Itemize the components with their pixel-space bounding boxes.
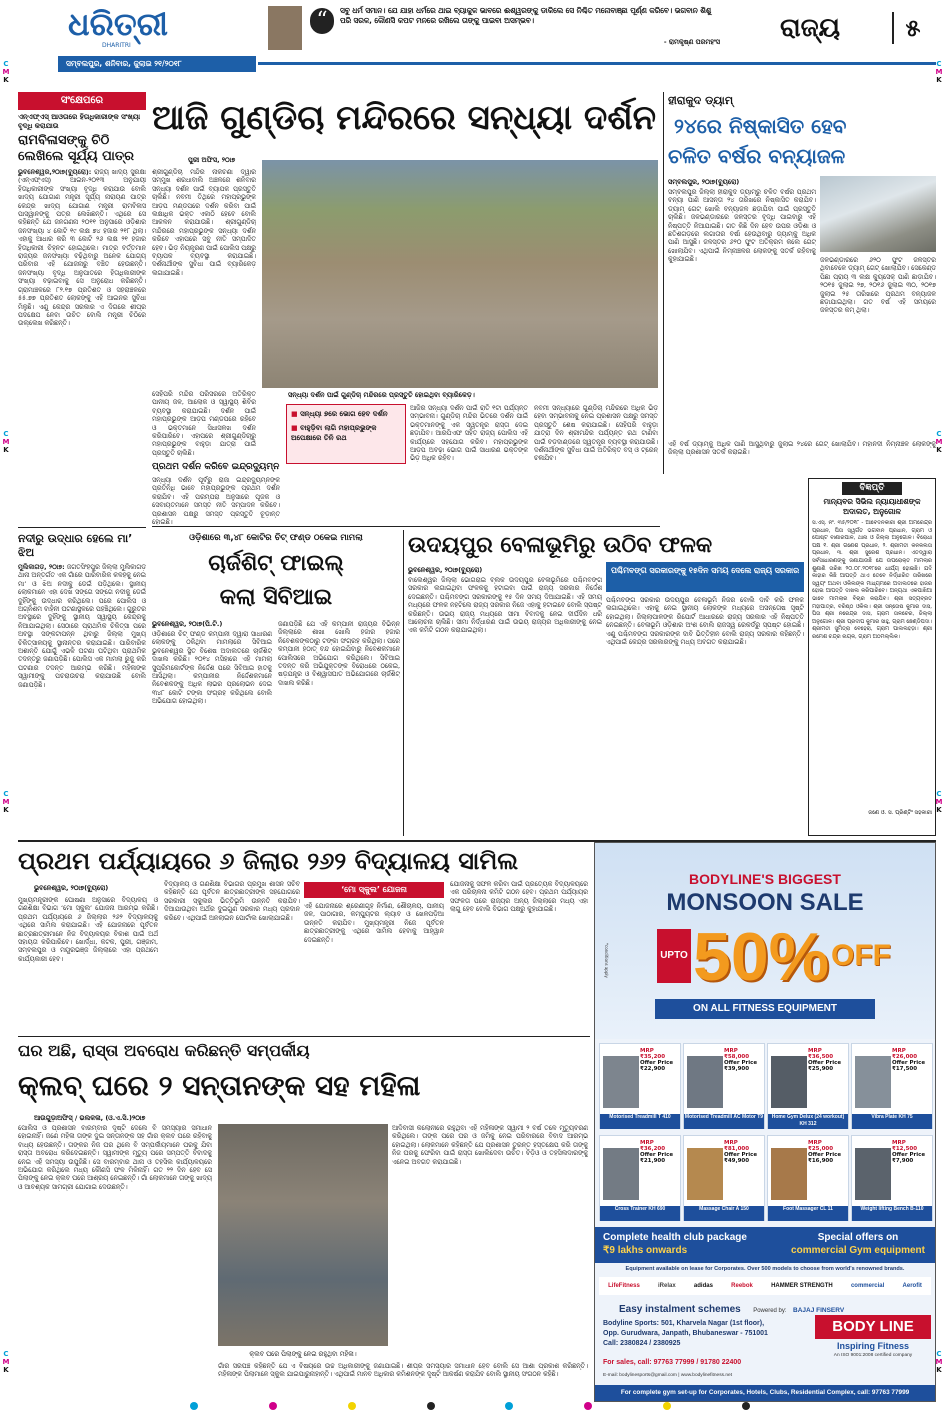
treadmill-image bbox=[603, 1056, 639, 1108]
foot-massager-image bbox=[771, 1148, 807, 1200]
ad-upto: UPTO bbox=[657, 929, 691, 983]
ad-sales-line: For sales, call: 97763 77999 / 91780 22400 bbox=[603, 1359, 742, 1366]
lead-col-2b: ସନ୍ଧ୍ୟା ଦର୍ଶନ ପୂର୍ବରୁ ରାଜା ଇନ୍ଦ୍ରଦ୍ୟୁମ୍ନଙ୍କ ପ୍ରତିନିଧି ଭାବେ ମହାପ୍ରଭୁଙ୍କ ପ୍ରଥମ ଦର୍ଶନ କରାଯିବ। ଏହି ପରମ୍ପରା ଅନୁସାରେ ପୂଜକ ଓ ସେବାୟତମାନେ ସମସ୍ତ ନୀତି ସମ୍ପାଦନ କରିବେ। ପ୍ରଶାସନ ପକ୍ଷରୁ ସମସ୍ତ ପ୍ରସ୍ତୁତି ଚୂଡ଼ାନ୍ତ ହୋଇଛି। bbox=[152, 476, 280, 526]
package-right-line-2: commercial Gym equipment bbox=[791, 1245, 925, 1256]
school-headline: ପ୍ରଥମ ପର୍ଯ୍ୟାୟରେ ୬ ଜିଲାର ୨୬୨ ବିଦ୍ୟାଳୟ ସାମିଲ bbox=[18, 847, 519, 875]
ad-equip-line: Equipment available on lease for Corporates. Over 500 models to choose from world's renowned brands. bbox=[625, 1266, 905, 1272]
margin-mark-left-4: C M K bbox=[2, 1350, 10, 1374]
school-col-2: ବିଦ୍ୟାଳୟ ଓ ଗଣଶିକ୍ଷା ବିଭାଗର ପ୍ରମୁଖ ଶାସନ ସଚିବ କହିଛନ୍ତି ଯେ ପୂର୍ବତନ ଛାତ୍ରଛାତ୍ରୀଙ୍କ ସହଯୋଗରେ ସରକାରୀ ସ୍କୁଲର ଭିତ୍ତିଭୂମି ଉନ୍ନତି କରାଯିବ। ଦିଆଯାଉଥିବା ଅର୍ଥର ଦୁଇଗୁଣ ସରକାର ମଧ୍ୟ ପ୍ରଦାନ କରିବେ। ଏଥିପାଇଁ ଅନଲାଇନ ପୋର୍ଟାଲ ଖୋଲାଯାଇଛି। bbox=[164, 880, 300, 922]
ad-easy-line bbox=[599, 1299, 931, 1315]
product-offer: Offer Price ₹7,900 bbox=[892, 1152, 926, 1164]
ad-tagline: ON ALL FITNESS EQUIPMENT bbox=[655, 999, 875, 1019]
lead-inline-headline: ପ୍ରଥମ ଦର୍ଶନ କରିବେ ଇନ୍ଦ୍ରଦ୍ୟୁମ୍ନ bbox=[152, 462, 280, 472]
product-mrp: MRP ₹25,000 bbox=[808, 1140, 834, 1152]
notice-box bbox=[808, 478, 936, 836]
margin-mark-right-4: C M K bbox=[935, 1350, 943, 1374]
logo bbox=[68, 5, 168, 54]
register-dot bbox=[742, 1402, 750, 1410]
brief-body: ଭୁବନେଶ୍ୱର,୨୦ା୭(ବ୍ୟୁରୋ): ରାଜ୍ୟ ଖାଦ୍ୟ ସୁରକ୍ଷା (ଏନ୍‌ଏଫ୍‌ଏସ୍) ଆଇନ-୨୦୧୩ ଅନୁଯାୟୀ ହିତାଧିକାରୀଙ୍କ ସଂଖ୍ୟା ବୃଦ୍ଧି କରାଯାଉ ବୋଲି ଖାଦ୍ୟ ଯୋଗାଣ ମନ୍ତ୍ରୀ ସୂର୍ଯ୍ୟ ନାରାୟଣ ପାତ୍ର କେନ୍ଦ୍ର ଖାଦ୍ୟ ଯୋଗାଣ ମନ୍ତ୍ରୀ ରାମବିଳାସ ପାସ୍‌ୱାନଙ୍କୁ ପତ୍ର ଲେଖିଛନ୍ତି। ଏଥିରେ ସେ କହିଛନ୍ତି ଯେ ଜନଗଣନା ୨୦୧୧ ଅନୁସାରେ ଓଡ଼ିଶାର ଜନସଂଖ୍ୟା ୪ କୋଟି ୧୯ ଲକ୍ଷ ୭୪ ହଜାର ୨୧୮ ଥିଲା। ଏହାକୁ ଆଧାର କରି ୩ କୋଟି ୨୬ ଲକ୍ଷ ୨୧ ହଜାର ହିତାଧିକାରୀ ଚିହ୍ନଟ ହୋଇଥିଲେ। ମାତ୍ର ବର୍ତ୍ତମାନ ରାଜ୍ୟର ଜନସଂଖ୍ୟା ବଢ଼ିଥିବାରୁ ଅନେକ ଯୋଗ୍ୟ ପରିବାର ଏହି ଯୋଜନାରୁ ବଞ୍ଚିତ ହେଉଛନ୍ତି। ଜନସଂଖ୍ୟା ବୃଦ୍ଧି ଅନୁପାତରେ ହିତାଧିକାରୀଙ୍କ ସଂଖ୍ୟା ବଢ଼ାଇବାକୁ ସେ ଅନୁରୋଧ କରିଛନ୍ତି। ଗ୍ରାମାଞ୍ଚଳରେ ୮୨.୧୭ ପ୍ରତିଶତ ଓ ସହରାଞ୍ଚଳରେ ୫୫.୭୭ ପ୍ରତିଶତ ଲୋକଙ୍କୁ ଏହି ଆଇନର ସୁବିଧା ମିଳୁଛି। ଏଣୁ କେନ୍ଦ୍ର ସରକାର ଏ ଦିଗରେ ଶୀଘ୍ର ପଦକ୍ଷେପ ନେବା ଉଚିତ ବୋଲି ମନ୍ତ୍ରୀ ଚିଠିରେ ଉଲ୍ଲେଖ କରିଛନ୍ତି। bbox=[18, 168, 146, 328]
date-line: ସମ୍ବଲପୁର, ଶନିବାର, ଜୁଲାଇ ୨୧/୨୦୧୮ bbox=[66, 59, 182, 68]
notice-body: ସି.ଏସ୍. ନଂ. ୩୫/୨୦୧୮ - ଆବେଦନକାରୀ ଶ୍ରୀ ଅମରେନ୍ଦ୍ର ପ୍ରଧାନ, ପିତା ସ୍ୱର୍ଗତ ଭଗବାନ ପ୍ରଧାନ, ଗ୍ରାମ ଓ ପୋଷ୍ଟ ବାଣାରପାଳ, ଥାନା ଓ ଜିଲ୍ଲା ଅନୁଗୋଳ। ବିରୋଧୀ ପକ୍ଷ ୧. ଶ୍ରୀ ଗଣେଶ ପ୍ରଧାନ, ୨. ଶ୍ରୀମତୀ କନକଲତା ପ୍ରଧାନ, ୩. ଶ୍ରୀ ସୁରେଶ ପ୍ରଧାନ। ଏତଦ୍ୱାରା ସର୍ବସାଧାରଣଙ୍କୁ ଜଣାଯାଉଛି ଯେ ଉପରୋକ୍ତ ମାମଲାର ଶୁଣାଣି ତାରିଖ ୨୦.୦୮.୨୦୧୮ରେ ଧାର୍ଯ୍ୟ ହୋଇଛି। ଯଦି କାହାର କିଛି ଆପତ୍ତି ଥାଏ ତେବେ ନିର୍ଦ୍ଧାରିତ ତାରିଖରେ ସ୍ୱୟଂ ଅଥବା ଓକିଲଙ୍କ ମାଧ୍ୟମରେ ଅଦାଲତରେ ହାଜର ହୋଇ ଆପତ୍ତି ଦାଖଲ କରିପାରିବେ। ଅନ୍ୟଥା ଏକପାଖିଆ ଭାବେ ମାମଲାର ବିଚାର କରାଯିବ। ଶ୍ରୀ ସତ୍ୟବ୍ରତ ମହାପାତ୍ର, ବରିଷ୍ଠ ଓକିଲ। ଶ୍ରୀ ସନ୍ତୋଷ କୁମାର ଦାସ, ପିତା ଶ୍ରୀ ନରେନ୍ଦ୍ର ଦାସ, ଗ୍ରାମ ତାଳଚେର, ଜିଲ୍ଲା ଅନୁଗୋଳ। ଶ୍ରୀ ପ୍ରଦୀପ କୁମାର ସାହୁ, ଗ୍ରାମ ଛେଣ୍ଡିପଦା। ଶ୍ରୀମତୀ ସୁମିତ୍ରା ବେହେରା, ଗ୍ରାମ ପାଲଲହଡ଼ା। ଶ୍ରୀ ରମେଶ ଚନ୍ଦ୍ର ନାୟକ, ଗ୍ରାମ ଅଠମଲ୍ଲିକ। bbox=[812, 520, 932, 640]
chit-right-rule bbox=[403, 530, 404, 836]
ad-powered: Powered by: bbox=[753, 1308, 787, 1314]
ad-conditions: *conditions apply bbox=[604, 943, 609, 978]
ad-bajaj: BAJAJ FINSERV bbox=[793, 1307, 845, 1314]
school-col-3: ଏହି ଯୋଜନାରେ ଶ୍ରେଣୀଗୃହ ନିର୍ମାଣ, ଶୌଚାଳୟ, ପାନୀୟ ଜଳ, ପାଠାଗାର, କମ୍ପ୍ୟୁଟର ଲ୍ୟାବ ଓ ଖେଳପଡ଼ିଆ ଉନ୍ନତି କରାଯିବ। ମୁଖ୍ୟମନ୍ତ୍ରୀ ନିଜେ ପୂର୍ବତନ ଛାତ୍ରଛାତ୍ରୀଙ୍କୁ ଏଥିରେ ସାମିଲ ହେବାକୁ ଆହ୍ୱାନ ଦେଇଛନ୍ତି। bbox=[304, 902, 444, 944]
package-left-line-2: ₹9 lakhs onwards bbox=[603, 1245, 688, 1256]
bodyline-logo bbox=[815, 1315, 931, 1369]
ad-address-1: Bodyline Sports: 501, Kharvela Nagar (1st floor), bbox=[603, 1320, 765, 1327]
chit-headline-1: ଚାର୍ଜଶିଟ୍ ଫାଇଲ୍ bbox=[208, 551, 344, 576]
brief-headline: ରାମବିଳାସଙ୍କୁ ଚିଠି ଲେଖିଲେ ସୂର୍ଯ୍ୟ ପାତ୍ର bbox=[18, 133, 134, 164]
quote-text: ସବୁ ଧର୍ମ ସମାନ। ଯେ ଯାହା ଧର୍ମରେ ଥାଇ ବ୍ୟାକୁଳ ଭାବରେ ଈଶ୍ୱରଙ୍କୁ ଡାକିଲେ ସେ ନିଶ୍ଚିତ ମନୋବାଞ୍ଛା ପୂର୍ଣ୍ଣ କରିବେ। ଭଗବାନ ଶିଶୁ ପରି ସରଳ, କୌଣସି କପଟ ମନରେ ରଖିଲେ ତାଙ୍କୁ ପାଇବା ଅସମ୍ଭବ। bbox=[340, 6, 712, 25]
school-col-4: ଯୋଜନାକୁ ସଫଳ କରିବା ପାଇଁ ପ୍ରତ୍ୟେକ ବିଦ୍ୟାଳୟରେ ଏକ ପରିଚାଳନା କମିଟି ଗଠନ ହେବ। ପ୍ରଥମ ପର୍ଯ୍ୟାୟର ସଫଳତା ପରେ ରାଜ୍ୟର ଅନ୍ୟ ଜିଲ୍ଲାରେ ମଧ୍ୟ ଏହା ଲାଗୁ ହେବ ବୋଲି ବିଭାଗ ପକ୍ଷରୁ କୁହାଯାଇଛି। bbox=[450, 880, 588, 914]
ad-address bbox=[603, 1319, 803, 1349]
brief-story-2-body: ମୁଲିକାଗଡ଼, ୨୦ା୭: ଜଗତସିଂହପୁର ଜିଲ୍ଲା ମୁଲିକାଗଡ଼ ଥାନା ଅନ୍ତର୍ଗତ ଏକ ଗାଁରେ ପାରିବାରିକ କଳହକୁ ନେଇ ମା’ ଓ ଝିଅ ନଦୀକୁ ଡେଇଁ ପଡ଼ିଥିଲେ। ସ୍ଥାନୀୟ ଲୋକମାନେ ଏହା ଦେଖି ସଙ୍ଗେ ସଙ୍ଗେ ନଦୀକୁ ଡେଇଁ ଦୁହିଁଙ୍କୁ ଉଦ୍ଧାର କରିଥିଲେ। ପରେ ପୋଲିସ ଓ ଅଗ୍ନିଶମ ବାହିନୀ ଘଟଣାସ୍ଥଳରେ ପହଞ୍ଚିଥିଲେ। ଗୁରୁତର ଅବସ୍ଥାରେ ଦୁହିଁଙ୍କୁ ସ୍ଥାନୀୟ ସ୍ୱାସ୍ଥ୍ୟ କେନ୍ଦ୍ରକୁ ନିଆଯାଇଥିଲା। ସେଠାରେ ପ୍ରାଥମିକ ଚିକିତ୍ସା ପରେ ଅବସ୍ଥା ସଙ୍କଟାପନ୍ନ ଥିବାରୁ ଜିଲ୍ଲା ମୁଖ୍ୟ ଚିକିତ୍ସାଳୟକୁ ସ୍ଥାନାନ୍ତର କରାଯାଇଛି। ପାରିବାରିକ ଅଶାନ୍ତି ଯୋଗୁଁ ଏଭଳି ଘଟଣା ଘଟିଥିବା ପ୍ରାଥମିକ ତଦନ୍ତରୁ ଜଣାପଡ଼ିଛି। ପୋଲିସ ଏକ ମାମଲା ରୁଜୁ କରି ଘଟଣାର ତଦନ୍ତ ଆରମ୍ଭ କରିଛି। ମହିଳାଙ୍କ ସ୍ୱାମୀଙ୍କୁ ପଚରାଉଚରା କରାଯାଉଛି ବୋଲି ଜଣାପଡ଼ିଛି। bbox=[18, 563, 146, 689]
lead-bottom-rule bbox=[152, 526, 660, 527]
quote-author: - ରାମକୃଷ୍ଣ ପରମହଂସ bbox=[663, 38, 720, 46]
ad-brands-row bbox=[599, 1277, 931, 1295]
school-bottom-rule bbox=[18, 1036, 590, 1037]
brand-logo: LifeFitness bbox=[608, 1283, 640, 1289]
dam-left-rule bbox=[663, 92, 664, 474]
masthead-rule bbox=[258, 62, 936, 65]
lead-col-1: ଶ୍ରୀଗୁଣ୍ଡିଚା ମନ୍ଦିର ନାକଚଣା ଦ୍ୱାର ସମ୍ମୁଖ ଶରଧାବାଲି ଅଞ୍ଚଳରେ ଶନିବାର ସନ୍ଧ୍ୟା ଦର୍ଶନ ପାଇଁ ବ୍ୟାପକ ପ୍ରସ୍ତୁତି ଚାଲିଛି। ନବମୀ ତିଥିରେ ମହାପ୍ରଭୁଙ୍କ ଆଡ଼ପ ମଣ୍ଡପରେ ଦର୍ଶନ କରିବା ପାଇଁ ଲକ୍ଷାଧିକ ଭକ୍ତ ଏକାଠି ହେବେ ବୋଲି ଆକଳନ କରାଯାଉଛି। ଶ୍ରୀଗୁଣ୍ଡିଚା ମନ୍ଦିରରେ ମହାପ୍ରଭୁଙ୍କ ସନ୍ଧ୍ୟା ଦର୍ଶନ କରିବେ ଏହାପରେ ସବୁ ନୀତି ସମ୍ପାଦିତ ହେବ। ଭିଡ଼ ନିୟନ୍ତ୍ରଣ ପାଇଁ ପୋଲିସ ପକ୍ଷରୁ ବ୍ୟାପକ ବ୍ୟବସ୍ଥା କରାଯାଇଛି। ଦର୍ଶନାର୍ଥୀଙ୍କ ସୁବିଧା ପାଇଁ ବ୍ୟାରିକେଡ଼ ଲଗାଯାଇଛି। bbox=[152, 168, 256, 277]
product-name: Foot Massager CL 11 bbox=[768, 1206, 848, 1221]
ad-footer: For complete gym set-up for Corporates, Hotels, Clubs, Residential Complex, call: 97763 77999 bbox=[595, 1385, 935, 1401]
club-dateline: ଆଉଗୁଡ଼ାଅଫିସ୍ / ଭଲକଳା, (ଓ.ଏ.ସି.)୨୦ା୭ bbox=[34, 1114, 146, 1122]
product-card[interactable] bbox=[767, 1043, 849, 1129]
home-gym-image bbox=[771, 1056, 807, 1108]
udaypur-dateline: ଭୁବନେଶ୍ୱର, ୨୦ା୭(ବ୍ୟୁରୋ) bbox=[408, 566, 483, 574]
ad-brand-line: BODYLINE'S BIGGEST bbox=[689, 871, 841, 887]
ad-address-2: Opp. Gurudwara, Janpath, Bhubaneswar - 751001 bbox=[603, 1330, 768, 1337]
school-box bbox=[304, 882, 444, 898]
register-dot bbox=[427, 1402, 435, 1410]
lead-col-3: ଆଜିର ସନ୍ଧ୍ୟା ଦର୍ଶନ ପାଇଁ ରାତି ୧ଟା ପର୍ଯ୍ୟନ୍ତ ସମ୍ଭାବନା। ଗୁଣ୍ଡିଚା ମନ୍ଦିର ଭିତରେ ଦର୍ଶନ ପାଇଁ ଭକ୍ତମାନଙ୍କୁ ଏକ ସ୍ୱତନ୍ତ୍ର ରାସ୍ତା ଦେଇ ଛଡ଼ାଯିବ। ଆରପିଏଫ ସହିତ ରାଜ୍ୟ ପୋଲିସ ଏହି କାର୍ଯ୍ୟରେ ସହଯୋଗ କରିବ। ମହାପ୍ରଭୁଙ୍କ ଆଡ଼ପ ଅବଢ଼ା ଭୋଗ ପାଇଁ ସାଧାରଣ ଭକ୍ତଙ୍କ ଭିଡ଼ ଅଧିକ ରହିବ। bbox=[410, 404, 528, 463]
product-offer: Offer Price ₹25,900 bbox=[808, 1060, 842, 1072]
udaypur-box-text: ପଶ୍ଚିମବଙ୍ଗ ସରକାରଙ୍କୁ ୧୫ଦିନ ସମୟ ଦେଲେ ରାଜ୍ୟ ସରକାର bbox=[610, 566, 800, 575]
register-dot bbox=[584, 1402, 592, 1410]
dam-body-2: ଜଳଭଣ୍ଡାରରେ ୬୨୦ ଫୁଟ ଜଳସ୍ତର ଥିବାବେଳେ ଡ୍ୟାମ୍ ଗେଟ୍ ଖୋଲାଯିବ। ସେକେଣ୍ଡ ପିଛା ପ୍ରାୟ ୩ ଲକ୍ଷ କ୍ୟୁସେକ୍ ପାଣି ଛାଡ଼ାଯିବ। ୨୦୧୫ ଜୁଲାଇ ୨୭, ୨୦୧୬ ଜୁଲାଇ ୩୦, ୨୦୧୭ ଜୁଲାଇ ୨୫ ତାରିଖରେ ପ୍ରଥମ ବନ୍ୟାଜଳ ଛଡ଼ାଯାଇଥିଲା। ଗତ ବର୍ଷ ଏହି ସମୟରେ ଜଳସ୍ତର କମ୍ ଥିଲା। bbox=[820, 256, 936, 315]
product-mrp: MRP ₹26,000 bbox=[892, 1048, 918, 1060]
product-card[interactable] bbox=[683, 1043, 765, 1129]
bodyline-logo-text: BODY LINE bbox=[815, 1315, 931, 1339]
brief-divider bbox=[18, 527, 146, 528]
product-name: Vibra Plate KH 75 bbox=[852, 1114, 932, 1129]
margin-mark-left-1: C M K bbox=[2, 60, 10, 84]
notice-court: ମାନ୍ୟବର ସିଭିଲ ନ୍ୟାୟାଧୀଶଙ୍କ ଅଦାଲତ, ଅନୁଗୋଳ bbox=[823, 497, 921, 516]
register-dot bbox=[663, 1402, 671, 1410]
school-col-1: ମୁଖ୍ୟମନ୍ତ୍ରୀଙ୍କ ଘୋଷଣା ଅନୁସାରେ ବିଦ୍ୟାଳୟ ଓ ଗଣଶିକ୍ଷା ବିଭାଗ ‘ମୋ ସ୍କୁଲ’ ଯୋଜନା ଆରମ୍ଭ କରିଛି। ପ୍ରଥମ ପର୍ଯ୍ୟାୟରେ ୬ ଜିଲ୍ଲାର ୨୬୨ ବିଦ୍ୟାଳୟକୁ ଏଥିରେ ସାମିଲ କରାଯାଇଛି। ଏହି ଯୋଜନାରେ ପୂର୍ବତନ ଛାତ୍ରଛାତ୍ରୀମାନେ ନିଜ ବିଦ୍ୟାଳୟର ବିକାଶ ପାଇଁ ଅର୍ଥ ସହାୟତା କରିପାରିବେ। ଖୋର୍ଦ୍ଧା, କଟକ, ପୁରୀ, ଗଞ୍ଜାମ, ସମ୍ବଲପୁର ଓ ମୟୂରଭଞ୍ଜ ଜିଲ୍ଲାରେ ଏହା ପ୍ରଥମେ କାର୍ଯ୍ୟକାରୀ ହେବ। bbox=[18, 896, 158, 963]
product-mrp: MRP ₹58,000 bbox=[724, 1048, 750, 1060]
package-right-line-1: Special offers on bbox=[817, 1232, 899, 1243]
product-card[interactable] bbox=[683, 1135, 765, 1221]
lead-bullet-1: ■ ସନ୍ଧ୍ୟା ୭ରେ ଭୋଗ ହେବ ଦର୍ଶନ bbox=[291, 410, 388, 418]
product-name: Motorised Treadmill T 410 bbox=[600, 1114, 680, 1129]
product-offer: Offer Price ₹21,900 bbox=[640, 1152, 674, 1164]
club-col-1: ପୋଲିସ ଓ ପ୍ରଶାସନ ବାରମ୍ବାର ଦୃଷ୍ଟି ଦେଲେ ବି ସମସ୍ୟାର ସମାଧାନ ହୋଇନାହିଁ। ଜଣେ ମହିଳା ତାଙ୍କ ଦୁଇ ସନ୍ତାନଙ୍କ ସହ ଗାଁର କ୍ଲବ ଘରେ ରହିବାକୁ ବାଧ୍ୟ ହେଉଛନ୍ତି। ତାଙ୍କର ନିଜ ଘର ଥିଲେ ବି ସମ୍ପର୍କୀୟମାନେ ଘରକୁ ଯିବା ରାସ୍ତା ଅବରୋଧ କରିଦେଇଛନ୍ତି। ସ୍ୱାମୀଙ୍କ ମୃତ୍ୟୁ ପରେ ସମ୍ପତ୍ତି ବିବାଦକୁ ନେଇ ଏହି ସମସ୍ୟା ଉପୁଜିଛି। ସେ ବାରମ୍ବାର ଥାନା ଓ ତହସିଲ କାର୍ଯ୍ୟାଳୟରେ ଅଭିଯୋଗ କରିଥିଲେ ମଧ୍ୟ କୌଣସି ଫଳ ମିଳିନାହିଁ। ଗତ ୨୨ ଦିନ ହେବ ସେ ପିଲାଙ୍କୁ ନେଇ କ୍ଲବ ଘରେ ଆଶ୍ରୟ ନେଇଛନ୍ତି। ଗାଁ ଲୋକମାନେ ତାଙ୍କୁ ଖାଦ୍ୟ ଓ ଆବଶ୍ୟକ ସାମଗ୍ରୀ ଯୋଗାଇ ଦେଉଛନ୍ତି। bbox=[18, 1124, 212, 1191]
package-left bbox=[603, 1231, 773, 1257]
udaypur-col-1: ବାଲେଶ୍ୱର ଜିଲ୍ଲା ଭୋଗରାଇ ବ୍ଲକ ଉଦୟପୁର ବେଳାଭୂମିରେ ପଶ୍ଚିମବଙ୍ଗ ସରକାର ଲଗାଇଥିବା ଫଳକକୁ ହଟାଇବା ପାଇଁ ରାଜ୍ୟ ସରକାର ନିର୍ଦ୍ଦେଶ ଦେଇଛନ୍ତି। ପଶ୍ଚିମବଙ୍ଗ ସରକାରଙ୍କୁ ୧୫ ଦିନ ସମୟ ଦିଆଯାଇଛି। ଏହି ସମୟ ମଧ୍ୟରେ ଫଳକ ନହଟିଲେ ରାଜ୍ୟ ସରକାର ନିଜେ ଏହାକୁ ହଟାଇବେ ବୋଲି ସ୍ପଷ୍ଟ କରିଛନ୍ତି। ଉଭୟ ରାଜ୍ୟ ମଧ୍ୟରେ ସୀମା ବିବାଦକୁ ନେଇ ଦୀର୍ଘଦିନ ଧରି ଆଲୋଚନା ଚାଲିଛି। ସୀମା ନିର୍ଦ୍ଧାରଣ ପାଇଁ ଉଭୟ ରାଜ୍ୟର ଅଧିକାରୀଙ୍କୁ ନେଇ ଏକ କମିଟି ଗଠନ କରାଯାଇଥିଲା। bbox=[408, 576, 602, 635]
club-photo bbox=[218, 1124, 388, 1346]
brand-logo: Aerofit bbox=[902, 1283, 922, 1289]
product-offer: Offer Price ₹39,900 bbox=[724, 1060, 758, 1072]
lead-col-4: ନବମୀ ସନ୍ଧ୍ୟାରେ ଗୁଣ୍ଡିଚା ମନ୍ଦିରରେ ଅଧିକ ଭିଡ଼ ହେବା ସମ୍ଭାବନାକୁ ନେଇ ପ୍ରଶାସନ ପକ୍ଷରୁ ସମସ୍ତ ପ୍ରସ୍ତୁତି ଶେଷ କରାଯାଇଛି। ସେହିପରି ବାହୁଡ଼ା ଯାତ୍ରା ଦିନ ଶ୍ରୀମନ୍ଦିର ପର୍ଯ୍ୟନ୍ତ ରଥ ଟାଣିବା ପାଇଁ ବଡ଼ଦାଣ୍ଡରେ ସ୍ୱତନ୍ତ୍ର ବ୍ୟବସ୍ଥା କରାଯାଉଛି। ଦର୍ଶନାର୍ଥୀଙ୍କ ସୁବିଧା ପାଇଁ ଅତିରିକ୍ତ ବସ୍ ଓ ଟ୍ରେନ୍ ଚଳାଯିବ। bbox=[534, 404, 658, 463]
product-mrp: MRP ₹35,200 bbox=[640, 1048, 666, 1060]
ad-email-line: E-mail: bodylinesports@gmail.com | www.bodylinefitness.net bbox=[603, 1373, 733, 1378]
brand-logo: Reebok bbox=[731, 1283, 753, 1289]
cross-trainer-image bbox=[603, 1148, 639, 1200]
udaypur-headline: ଉଦୟପୁର ବେଳାଭୂମିରୁ ଉଠିବ ଫଳକ bbox=[408, 533, 713, 558]
quote-mark-icon: “ bbox=[310, 8, 334, 34]
product-name: Motorised Treadmill AC Motor T9 bbox=[684, 1114, 764, 1129]
product-offer: Offer Price ₹16,900 bbox=[808, 1152, 842, 1164]
dam-body-1: ସମ୍ବଲପୁର ଜିଲ୍ଲା ହୀରାକୁଦ ଡ୍ୟାମ୍‌ରୁ ଚଳିତ ବର୍ଷର ପ୍ରଥମ ବନ୍ୟା ପାଣି ଆସନ୍ତା ୨୪ ତାରିଖରେ ନିଷ୍କାସିତ କରାଯିବ। ଡ୍ୟାମ୍ ଗେଟ୍ ଖୋଲି ବନ୍ୟାଜଳ ଛଡ଼ାଯିବା ପାଇଁ ପ୍ରସ୍ତୁତି ଚାଲିଛି। ଜଳଭଣ୍ଡାରରେ ଜଳସ୍ତର ବୃଦ୍ଧି ପାଇବାରୁ ଏହି ନିଷ୍ପତ୍ତି ନିଆଯାଇଛି। ଗତ କିଛି ଦିନ ହେବ ଉପର ଓଡ଼ିଶା ଓ ଛତିଶଗଡ଼ରେ ଲଗାତାର ବର୍ଷା ହେଉଥିବାରୁ ଡ୍ୟାମ୍‌କୁ ଅଧିକ ପାଣି ଆସୁଛି। ଜଳସ୍ତର ୬୨୦ ଫୁଟ ଅତିକ୍ରମ କଲେ ଗେଟ୍ ଖୋଲାଯିବ। ଏଥିପାଇଁ ନିମ୍ନାଞ୍ଚଳର ଲୋକଙ୍କୁ ସତର୍କ ରହିବାକୁ କୁହାଯାଇଛି। bbox=[668, 188, 816, 264]
chit-col-2: ଜଣାପଡ଼ିଛି ଯେ ଏହି କମ୍ପାନୀ ରାଜ୍ୟର ବିଭିନ୍ନ ଜିଲ୍ଲାରେ ଶାଖା ଖୋଲି ହଜାର ହଜାର ନିବେଶକଙ୍କଠାରୁ ଟଙ୍କା ସଂଗ୍ରହ କରିଥିଲା। ପରେ କମ୍ପାନୀ ହଠାତ୍ ବନ୍ଦ ହୋଇଯିବାରୁ ନିବେଶକମାନେ ପୋଲିସରେ ଅଭିଯୋଗ କରିଥିଲେ। ସିବିଆଇ ତଦନ୍ତ କରି ଅଭିଯୁକ୍ତଙ୍କ ବିରୋଧରେ ଠକେଇ, ଷଡ଼ଯନ୍ତ୍ର ଓ ବିଶ୍ୱାସଘାତ ଅଭିଯୋଗରେ ଚାର୍ଜଶିଟ୍ ଦାଖଲ କରିଛି। bbox=[278, 620, 400, 687]
register-dot bbox=[190, 1402, 198, 1410]
weight-bench-image bbox=[855, 1148, 891, 1200]
chit-dateline: ଭୁବନେଶ୍ୱର, ୨୦ା୭(ପି.ଟି.) bbox=[152, 620, 223, 628]
lead-photo bbox=[262, 160, 658, 388]
treadmill-image bbox=[687, 1056, 723, 1108]
product-card[interactable] bbox=[851, 1043, 933, 1129]
ad-easy: Easy instalment schemes bbox=[619, 1304, 741, 1315]
notice-signature: ଜଣେ ଓ. ସ. ପ୍ରିଣ୍ଟିଂ ସହକାରୀ bbox=[868, 810, 932, 816]
lead-bullet-box bbox=[286, 404, 406, 464]
bodyline-inspiring: Inspiring Fitness bbox=[836, 1341, 909, 1351]
register-dot bbox=[505, 1402, 513, 1410]
product-mrp: MRP ₹36,500 bbox=[808, 1048, 834, 1060]
ad-sale-title: MONSOON SALE bbox=[666, 889, 864, 916]
dam-dateline: ସମ୍ବଲପୁର, ୨୦ା୭(ବ୍ୟୁରୋ) bbox=[668, 178, 740, 186]
package-left-line-1: Complete health club package bbox=[603, 1232, 747, 1243]
product-card[interactable] bbox=[767, 1135, 849, 1221]
brief-label: ସଂକ୍ଷେପରେ bbox=[18, 92, 146, 110]
vibra-plate-image bbox=[855, 1056, 891, 1108]
ad-banner bbox=[595, 843, 935, 1039]
brief-column bbox=[18, 92, 146, 522]
product-mrp: MRP ₹12,500 bbox=[892, 1140, 918, 1152]
chit-kicker: ଓଡ଼ିଶାରେ ୩,୪୮ କୋଟିର ଚିଟ୍ ଫଣ୍ଡ ଠକେଇ ମାମଲା bbox=[189, 533, 363, 543]
brief-kicker: ଏନ୍‌ଏଫ୍‌ଏସ୍ ଆଓତାରେ ହିତାଧିକାରୀଙ୍କ ସଂଖ୍ୟା ବୃଦ୍ଧି କରାଯାଉ bbox=[18, 113, 141, 130]
register-marks bbox=[190, 1402, 750, 1410]
portrait-image bbox=[268, 6, 302, 50]
section-title: ରାଜ୍ୟ bbox=[780, 13, 841, 43]
register-dot bbox=[269, 1402, 277, 1410]
brief-story-2-headline: ନଦୀରୁ ଉଦ୍ଧାର ହେଲେ ମା’ ଝିଅ bbox=[18, 532, 133, 559]
margin-mark-right-1: C M K bbox=[935, 60, 943, 84]
ad-products-row-2 bbox=[599, 1135, 933, 1221]
product-offer: Offer Price ₹22,900 bbox=[640, 1060, 674, 1072]
lead-dateline: ପୁରୀ ଅଫିସ, ୨୦ା୭ bbox=[188, 156, 236, 164]
dam-kicker: ହୀରାକୁଦ ଡ୍ୟାମ୍ bbox=[668, 94, 734, 107]
udaypur-box bbox=[606, 562, 804, 592]
product-offer: Offer Price ₹49,900 bbox=[724, 1152, 758, 1164]
page-number: ୫ bbox=[892, 12, 932, 44]
club-col-3: ଗାଁର ସରପଞ୍ଚ କହିଛନ୍ତି ଯେ ଏ ବିଷୟରେ ଉଚ୍ଚ ଅଧିକାରୀଙ୍କୁ ଜଣାଯାଇଛି। ଶୀଘ୍ର ସମସ୍ୟାର ସମାଧାନ ହେବ ବୋଲି ସେ ଆଶା ପ୍ରକାଶ କରିଛନ୍ତି। ମହିଳାଙ୍କ ପିଲାମାନେ ସ୍କୁଲ ଯାଇପାରୁନାହାନ୍ତି। ଏଥିପାଇଁ ମାନବ ଅଧିକାର କମିଶନଙ୍କ ଦୃଷ୍ଟି ଆକର୍ଷଣ କରାଯିବ ବୋଲି ସ୍ଥାନୀୟ ସଂଗଠନ କହିଛି। bbox=[218, 1362, 588, 1379]
club-col-2: ଆଦିବାସୀ କଲୋନୀରେ ରହୁଥିବା ଏହି ମହିଳାଙ୍କ ସ୍ୱାମୀ ୨ ବର୍ଷ ତଳେ ମୃତ୍ୟୁବରଣ କରିଥିଲେ। ତାଙ୍କ ପରେ ଘର ଓ ଜମିକୁ ନେଇ ପରିବାରରେ ବିବାଦ ଆରମ୍ଭ ହୋଇଥିଲା। ଲୋକମାନେ କହିଛନ୍ତି ଯେ ପ୍ରଶାସନ ତୁରନ୍ତ ହସ୍ତକ୍ଷେପ କରି ତାଙ୍କୁ ନିଜ ଘରକୁ ଫେରିବା ପାଇଁ ରାସ୍ତା ଖୋଲିଦେବା ଉଚିତ। ବିଡ଼ିଓ ଓ ତହସିଲଦାରଙ୍କୁ ଏନେଇ ଅବଗତ କରାଯାଇଛି। bbox=[392, 1124, 588, 1166]
product-mrp: MRP ₹36,200 bbox=[640, 1140, 666, 1152]
margin-mark-right-3: C M K bbox=[935, 790, 943, 814]
product-card[interactable] bbox=[851, 1135, 933, 1221]
product-name: Home Gym Delux (24 workout) KH 312 bbox=[768, 1114, 848, 1129]
lead-photo-caption: ସନ୍ଧ୍ୟା ଦର୍ଶନ ପାଇଁ ଗୁଣ୍ଡିଚା ମନ୍ଦିରରେ ପ୍ରସ୍ତୁତି ହୋଇଥିବା ବ୍ୟାରିକେଡ଼। bbox=[288, 391, 475, 399]
club-kicker: ଘର ଅଛି, ରାସ୍ତା ଅବରୋଧ କରିଛନ୍ତି ସମ୍ପର୍କୀୟ bbox=[18, 1041, 310, 1060]
date-bar bbox=[58, 56, 256, 72]
margin-mark-left-3: C M K bbox=[2, 790, 10, 814]
notice-title: ବିଜ୍ଞପ୍ତି bbox=[842, 482, 902, 495]
bodyline-iso: An ISO 9001:2008 certified company bbox=[833, 1353, 913, 1358]
lead-col-2: ସେହିପରି ମନ୍ଦିର ପରିସରରେ ଅତିରିକ୍ତ ପାନୀୟ ଜଳ, ଆଲୋକ ଓ ସ୍ୱାସ୍ଥ୍ୟ ଶିବିର ବ୍ୟବସ୍ଥା କରାଯାଇଛି। ଦର୍ଶନ ପାଇଁ ମହାପ୍ରଭୁଙ୍କ ଆଡ଼ପ ମଣ୍ଡପରେ ରହିବେ ଓ ଭକ୍ତମାନେ ସିଧାସଳଖ ଦର୍ଶନ କରିପାରିବେ। ଏହାପରେ ଶ୍ରୀଗୁଣ୍ଡିଚାରୁ ମହାପ୍ରଭୁଙ୍କ ବାହୁଡ଼ା ଯାତ୍ରା ପାଇଁ ପ୍ରସ୍ତୁତି ଚାଲିଛି। bbox=[152, 390, 256, 457]
ad-package-strip bbox=[595, 1227, 935, 1263]
school-box-text: ‘ମୋ ସ୍କୁଲ’ ଯୋଜନା bbox=[341, 885, 407, 894]
brand-logo: HAMMER STRENGTH bbox=[771, 1283, 833, 1289]
product-name: Weight lifting Bench B-110 bbox=[852, 1206, 932, 1221]
package-right bbox=[783, 1231, 933, 1257]
register-dot bbox=[348, 1402, 356, 1410]
club-photo-caption: କ୍ଲବ ଘରେ ପିଲାଙ୍କୁ ନେଇ ରହୁଥିବା ମହିଳା। bbox=[249, 1350, 357, 1358]
brand-logo: adidas bbox=[693, 1283, 713, 1289]
product-card[interactable] bbox=[599, 1043, 681, 1129]
product-mrp: MRP ₹81,000 bbox=[724, 1140, 750, 1152]
product-offer: Offer Price ₹17,500 bbox=[892, 1060, 926, 1072]
bullet-square-icon: ■ bbox=[291, 410, 301, 418]
ad-phone: Call: 2380824 / 2380925 bbox=[603, 1340, 681, 1347]
logo-sub: DHARITRI bbox=[102, 42, 131, 49]
dam-headline-1: ୨୪ରେ ନିଷ୍କାସିତ ହେବ bbox=[674, 114, 847, 138]
school-dateline: ଭୁବନେଶ୍ୱର, ୨୦ା୭(ବ୍ୟୁରୋ) bbox=[34, 884, 109, 892]
brief-story-2 bbox=[18, 532, 146, 836]
margin-mark-right-2: C M K bbox=[935, 430, 943, 454]
product-name: Massage Chair A 150 bbox=[684, 1206, 764, 1221]
dam-photo bbox=[820, 176, 936, 252]
brand-logo: iRelax bbox=[658, 1283, 676, 1289]
masthead bbox=[0, 0, 945, 88]
chit-headline-2: କଲା ସିବିଆଇ bbox=[219, 585, 333, 610]
brand-logo: commercial bbox=[850, 1283, 885, 1289]
dam-headline-2: ଚଳିତ ବର୍ଷର ବନ୍ୟାଜଳ bbox=[668, 144, 846, 168]
margin-mark-left-2: C M K bbox=[2, 430, 10, 454]
bullet-square-icon: ■ bbox=[291, 424, 301, 432]
lead-bullet-2: ■ ବାହୁଡ଼ିବା ଲାଗି ମହାପ୍ରଭୁଙ୍କ ଅପେକ୍ଷାରେ ତିନି ରଥ bbox=[291, 424, 377, 442]
ad-off: OFF bbox=[831, 939, 891, 972]
club-headline: କ୍ଲବ୍ ଘରେ ୨ ସନ୍ତାନଙ୍କ ସହ ମହିଳା bbox=[18, 1069, 421, 1102]
lead-headline: ଆଜି ଗୁଣ୍ଡିଚା ମନ୍ଦିରରେ ସନ୍ଧ୍ୟା ଦର୍ଶନ bbox=[152, 98, 657, 138]
massage-chair-image bbox=[687, 1148, 723, 1200]
dam-body-3: ଏହି ବର୍ଷ ଡ୍ୟାମ୍‌କୁ ଅଧିକ ପାଣି ଆସୁଥିବାରୁ ଜୁଲାଇ ୨୪ରେ ଗେଟ୍ ଖୋଲାଯିବ। ମହାନଦୀ ନିମ୍ନାଞ୍ଚଳ ଲୋକଙ୍କୁ ଜିଲ୍ଲା ପ୍ରଶାସନ ସତର୍କ କରାଇଛି। bbox=[668, 440, 936, 457]
product-card[interactable] bbox=[599, 1135, 681, 1221]
chit-col-1: ଓଡ଼ିଶାରେ ଚିଟ୍ ଫଣ୍ଡ କମ୍ପାନୀ ଦ୍ୱାରା ସାଧାରଣ ଲୋକଙ୍କୁ ଠକିଥିବା ମାମଲାରେ ସିବିଆଇ ଭୁବନେଶ୍ୱର ସ୍ଥିତ ବିଶେଷ ଅଦାଲତରେ ଚାର୍ଜଶିଟ୍ ଦାଖଲ କରିଛି। ୨୦୧୪ ମସିହାରେ ଏହି ମାମଲା ସୁପ୍ରିମକୋର୍ଟଙ୍କ ନିର୍ଦ୍ଦେଶ ପରେ ସିବିଆଇ ହାତକୁ ଆସିଥିଲା। କମ୍ପାନୀର ନିର୍ଦ୍ଦେଶକମାନେ ନିବେଶକଙ୍କୁ ଅଧିକ ଲାଭର ପ୍ରଲୋଭନ ଦେଇ ୩୪୮ କୋଟି ଟଙ୍କା ସଂଗ୍ରହ କରିଥିଲେ ବୋଲି ଅଭିଯୋଗ ହୋଇଥିଲା। bbox=[152, 630, 272, 706]
udaypur-col-2: ପଶ୍ଚିମବଙ୍ଗ ସରକାର ଉଦୟପୁର ବେଳାଭୂମି ନିଜର ବୋଲି ଦାବି କରି ଫଳକ ଲଗାଇଥିଲେ। ଏହାକୁ ନେଇ ସ୍ଥାନୀୟ ଲୋକଙ୍କ ମଧ୍ୟରେ ଅସନ୍ତୋଷ ସୃଷ୍ଟି ହୋଇଥିଲା। ଜିଲ୍ଲାପାଳଙ୍କ ରିପୋର୍ଟ ଆଧାରରେ ରାଜ୍ୟ ସରକାର ଏହି ନିଷ୍ପତ୍ତି ନେଇଛନ୍ତି। ବେଳାଭୂମି ଓଡ଼ିଶାର ଅଂଶ ବୋଲି ରାଜସ୍ୱ ରେକର୍ଡରୁ ସ୍ପଷ୍ଟ ହୋଇଛି। ଏଣୁ ପଶ୍ଚିମବଙ୍ଗ ସରକାରଙ୍କ ଦାବି ଭିତ୍ତିହୀନ ବୋଲି ରାଜ୍ୟ ସରକାର କହିଛନ୍ତି। ଏଥିପାଇଁ କେନ୍ଦ୍ର ସରକାରଙ୍କୁ ମଧ୍ୟ ଅବଗତ କରାଯାଇଛି। bbox=[606, 596, 804, 647]
ad-products-row-1 bbox=[599, 1043, 933, 1129]
product-name: Cross Trainer KH 690 bbox=[600, 1206, 680, 1221]
bodyline-ad[interactable] bbox=[594, 842, 936, 1402]
ad-percent: 50% bbox=[693, 919, 830, 995]
logo-text: ଧରିତ୍ରୀ bbox=[68, 5, 168, 43]
